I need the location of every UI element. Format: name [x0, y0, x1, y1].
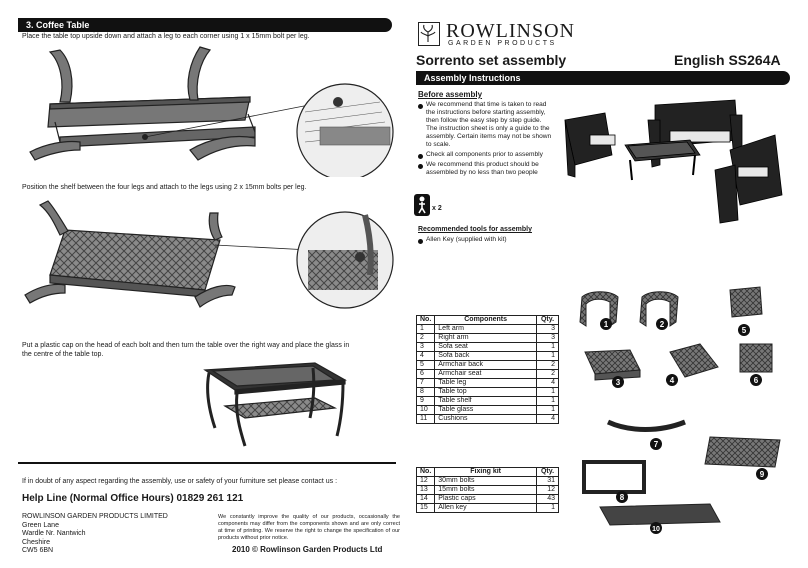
step-2-text: Position the shelf between the four legs and attach to the legs using 2 x 15mm bolts per leg. [22, 184, 307, 191]
table-cell: 3 [417, 343, 435, 352]
part-label: 5 [741, 326, 747, 335]
table-cell: 30mm bolts [435, 477, 537, 486]
table-cell: Armchair back [435, 361, 537, 370]
left-footer-rule [18, 462, 396, 464]
table-cell: 1 [537, 397, 559, 406]
instructions-bar-label: Assembly Instructions [424, 73, 521, 83]
copyright: 2010 © Rowlinson Garden Products Ltd [232, 545, 383, 554]
before-assembly-heading: Before assembly [418, 90, 483, 99]
table-row [417, 397, 559, 406]
list-item: Allen Key (supplied with kit) [418, 236, 568, 244]
table-cell: Cushions [435, 415, 537, 424]
address-line: CW5 6BN [22, 547, 54, 554]
column-header: No. [417, 468, 435, 477]
rowlinson-logo-icon [418, 22, 440, 46]
table-cell: 8 [417, 388, 435, 397]
table-cell: Sofa seat [435, 343, 537, 352]
components-table [416, 315, 559, 424]
address-line: Wardle Nr. Nantwich [22, 530, 86, 537]
part-label: 9 [759, 470, 765, 479]
contact-note: If in doubt of any aspect regarding the assembly, use or safety of your furniture set please contact us : [22, 478, 338, 485]
doc-title: Sorrento set assembly [416, 52, 567, 68]
step2-shelf-illustration [20, 195, 400, 335]
list-item: We recommend this product should be assembled by no less than two people [418, 161, 553, 177]
table-cell: 15mm bolts [435, 486, 537, 495]
brand-name: ROWLINSON [446, 20, 575, 42]
table-row [417, 361, 559, 370]
table-cell: Armchair seat [435, 370, 537, 379]
table-row [417, 477, 559, 486]
table-cell: 5 [417, 361, 435, 370]
table-cell: Table glass [435, 406, 537, 415]
sorrento-set-photo [560, 95, 790, 230]
part-label: 7 [653, 440, 659, 449]
table-cell: 12 [537, 486, 559, 495]
table-cell: 1 [537, 504, 559, 513]
part-label: 2 [659, 320, 665, 329]
table-cell: 1 [537, 352, 559, 361]
part-label: 4 [669, 376, 675, 385]
address-line: Green Lane [22, 521, 59, 529]
table-cell: 13 [417, 486, 435, 495]
table-row [417, 379, 559, 388]
table-cell: Plastic caps [435, 495, 537, 504]
table-cell: Left arm [435, 325, 537, 334]
table-cell: 7 [417, 379, 435, 388]
table-row [417, 406, 559, 415]
company-address [22, 513, 202, 556]
table-cell: 14 [417, 495, 435, 504]
part-label: 1 [603, 320, 609, 329]
disclaimer: We constantly improve the quality of our products, occasionally the components may differ from the components shown and are only correct at time of printing. We reserve the right to change the specification of our products without prior notice. [218, 514, 400, 541]
table-cell: 2 [537, 370, 559, 379]
table-cell: 31 [537, 477, 559, 486]
column-header: Qty. [537, 468, 559, 477]
part-label: 8 [619, 493, 625, 502]
column-header: Fixing kit [435, 468, 537, 477]
table-cell: 4 [417, 352, 435, 361]
table-row [417, 486, 559, 495]
helpline: Help Line (Normal Office Hours) 01829 261 121 [22, 493, 244, 504]
tools-list [418, 236, 568, 244]
table-header-row [417, 316, 559, 325]
table-cell: 2 [537, 361, 559, 370]
assembly-instructions-bar [416, 71, 790, 85]
step1-table-upside-down-illustration [20, 42, 400, 177]
table-row [417, 495, 559, 504]
part-label: 10 [652, 526, 660, 533]
table-row [417, 504, 559, 513]
address-line: Cheshire [22, 538, 51, 546]
column-header: Qty. [537, 316, 559, 325]
table-cell: 9 [417, 397, 435, 406]
table-cell: 3 [537, 325, 559, 334]
table-cell: 1 [537, 406, 559, 415]
address-line: ROWLINSON GARDEN PRODUCTS LIMITED [22, 513, 168, 520]
brand-sub: GARDEN PRODUCTS [448, 40, 557, 47]
column-header: Components [435, 316, 537, 325]
part-label: 6 [753, 376, 759, 385]
parts-illustrations [570, 282, 802, 552]
table-row [417, 343, 559, 352]
section-title: 3. Coffee Table [26, 20, 90, 30]
table-row [417, 325, 559, 334]
table-cell: 43 [537, 495, 559, 504]
table-cell: Table leg [435, 379, 537, 388]
table-cell: Allen key [435, 504, 537, 513]
table-cell: 1 [537, 343, 559, 352]
table-cell: 11 [417, 415, 435, 424]
table-cell: 15 [417, 504, 435, 513]
fixing-kit-table [416, 467, 559, 513]
step-1-text: Place the table top upside down and attach a leg to each corner using 1 x 15mm bolt per leg. [22, 33, 310, 40]
table-cell: Right arm [435, 334, 537, 343]
two-people-icon [414, 194, 430, 216]
table-cell: 1 [417, 325, 435, 334]
tools-heading: Recommended tools for assembly [418, 226, 532, 233]
table-cell: 6 [417, 370, 435, 379]
column-header: No. [417, 316, 435, 325]
table-row [417, 334, 559, 343]
table-cell: 1 [537, 388, 559, 397]
people-count: x 2 [432, 205, 442, 212]
table-row [417, 352, 559, 361]
before-assembly-list [418, 101, 553, 177]
table-cell: 4 [537, 379, 559, 388]
table-cell: Table top [435, 388, 537, 397]
table-cell: 10 [417, 406, 435, 415]
table-row [417, 388, 559, 397]
table-cell: Sofa back [435, 352, 537, 361]
list-item: We recommend that time is taken to read the instructions before starting assembly, then follow the easy step by step guide. The instruction sheet is only a guide to the assembly. Certain items may not be shown to scale. [418, 101, 553, 149]
table-cell: 2 [417, 334, 435, 343]
table-row [417, 370, 559, 379]
part-label: 3 [615, 378, 621, 387]
step-3-text: Put a plastic cap on the head of each bolt and then turn the table over the right way and place the glass in the centre of the table top. [22, 342, 350, 358]
list-item: Check all components prior to assembly [418, 151, 553, 159]
doc-code: English SS264A [674, 52, 781, 68]
table-cell: 3 [537, 334, 559, 343]
table-header-row [417, 468, 559, 477]
assembled-coffee-table-illustration [195, 358, 355, 453]
table-cell: 12 [417, 477, 435, 486]
table-cell: 4 [537, 415, 559, 424]
coffee-table-section-bar [18, 18, 392, 32]
table-cell: Table shelf [435, 397, 537, 406]
table-row [417, 415, 559, 424]
